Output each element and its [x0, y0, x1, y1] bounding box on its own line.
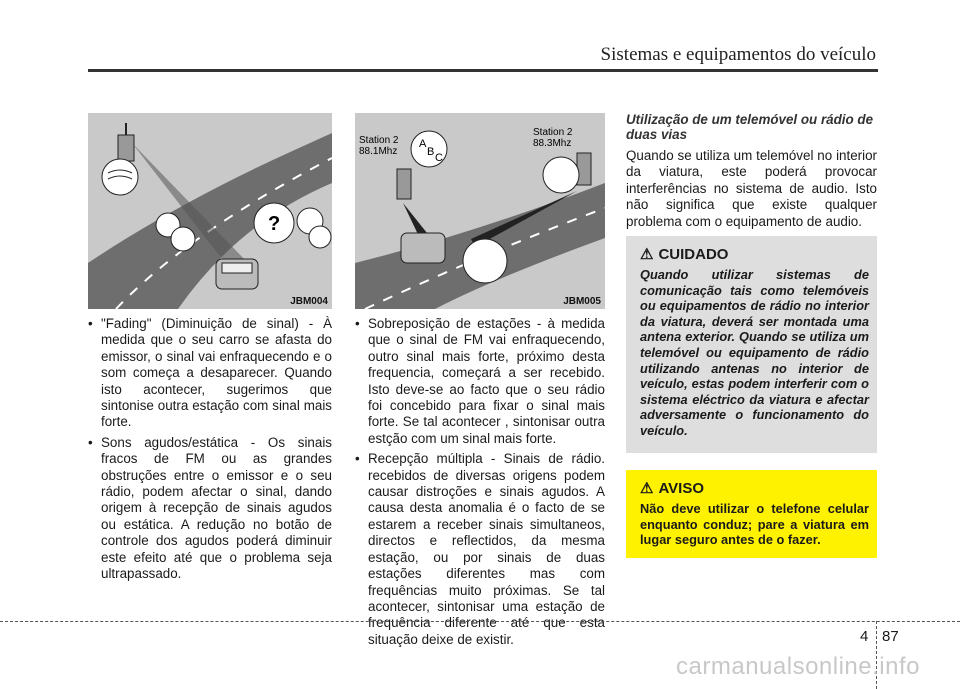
subsection-paragraph: Quando se utiliza um telemóvel no interior da viatura, este poderá provocar interferências no sistema de audio. Isto não significa que existe qualquer problema com o equipamento de audio. [626, 148, 877, 229]
chapter-number: 4 [860, 628, 869, 645]
caution-title [640, 245, 869, 263]
warning-title-text: AVISO [658, 479, 705, 497]
fading-illustration [88, 113, 332, 309]
caution-triangle-icon: ⚠ [640, 246, 654, 263]
warning-title [640, 479, 869, 497]
car-icon [401, 233, 445, 263]
tower-left-icon [397, 169, 411, 199]
figure-id: JBM005 [563, 296, 601, 307]
page-number: 87 [882, 628, 899, 645]
station-right-name: Station 2 [533, 127, 573, 138]
figure-overlap [355, 113, 605, 309]
station-left-freq: 88.1Mhz [359, 146, 398, 157]
bullet-fading: • "Fading" (Diminuição de sinal) - À medida que o seu carro se afasta do emissor, o sinal vai enfraquecendo e o som começa a desaparecer. Quando isto acontecer, sugerimos que sintonise outra estação com sinal mais forte. [88, 316, 332, 431]
letter-c: C [435, 152, 443, 164]
bullet-overlap: • Sobreposição de estações - à medida que o sinal de FM vai enfraquecendo, outro sinal mais forte, próximo desta frequencia, começará a ser recebido. Isto deve-se ao facto que o seu rádio foi concebido para fixar o sinal mais forte. Se tal acontecer , sintonisar outra estção com um sinal mais forte. [355, 316, 605, 447]
column-2 [355, 316, 605, 652]
tower-right-icon [577, 153, 591, 185]
figure-id: JBM004 [290, 296, 328, 307]
station-left-name: Station 2 [359, 135, 399, 146]
bullet-static: • Sons agudos/estática - Os sinais fracos de FM ou as grandes obstruções entre o emissor e o seu rádio, podem afectar o sinal, dando origem à recepção de sinais agudos ou estática. A redução no botão de controle dos agudos poderá diminuir este efeito até que o problema seja ultrapassado. [88, 435, 332, 583]
signal-bubble-icon [102, 159, 138, 195]
bullet-multipath: • Recepção múltipla - Sinais de rádio. recebidos de diversas origens podem causar distroções e sinais agudos. A causa desta anomalia é o facto de se estarem a receber sinais simultaneos, directos e reflectidos, da mesma estação, ou por sinais de duas estações diferentes mas com frequências muito próximas. Se tal acontecer, sintonisar uma estação de frequência diferente até que esta situação deixe de existir. [355, 451, 605, 648]
watermark: carmanualsonline.info [676, 653, 920, 680]
warning-box [626, 470, 877, 558]
letter-a: A [419, 138, 427, 150]
footer-rule [0, 621, 960, 622]
question-mark: ? [268, 213, 281, 235]
station-right-freq: 88.3Mhz [533, 138, 572, 149]
warning-triangle-icon: ⚠ [640, 480, 654, 497]
warning-text: Não deve utilizar o telefone celular enquanto conduz; pare a viatura em lugar seguro antes de o fazer. [640, 501, 869, 548]
overlap-illustration [355, 113, 605, 309]
column-1 [88, 316, 332, 587]
figure-fading [88, 113, 332, 309]
header-rule [88, 69, 878, 72]
car-icon [216, 259, 258, 289]
signal-bubble-icon [543, 157, 579, 193]
caution-box [626, 236, 877, 453]
subsection-heading: Utilização de um telemóvel ou rádio de duas vias [626, 112, 874, 142]
tower-icon [118, 123, 134, 161]
letter-b: B [427, 146, 435, 158]
bubble-ab-icon [463, 239, 507, 283]
section-title: Sistemas e equipamentos do veículo [600, 44, 876, 65]
column-3 [626, 112, 877, 230]
caution-title-text: CUIDADO [658, 245, 729, 263]
caution-text: Quando utilizar sistemas de comunicação tais como telemóveis ou equipamentos de rádio no interior da viatura, deverá ser montada uma antena exterior. Quando se utiliza um telemóvel ou equipamento de rádio utilizando antenas no interior de veículo, estas podem interferir com o sistema eléctrico da viatura e afectar adversamente o funcionamento do veículo. [640, 267, 869, 438]
